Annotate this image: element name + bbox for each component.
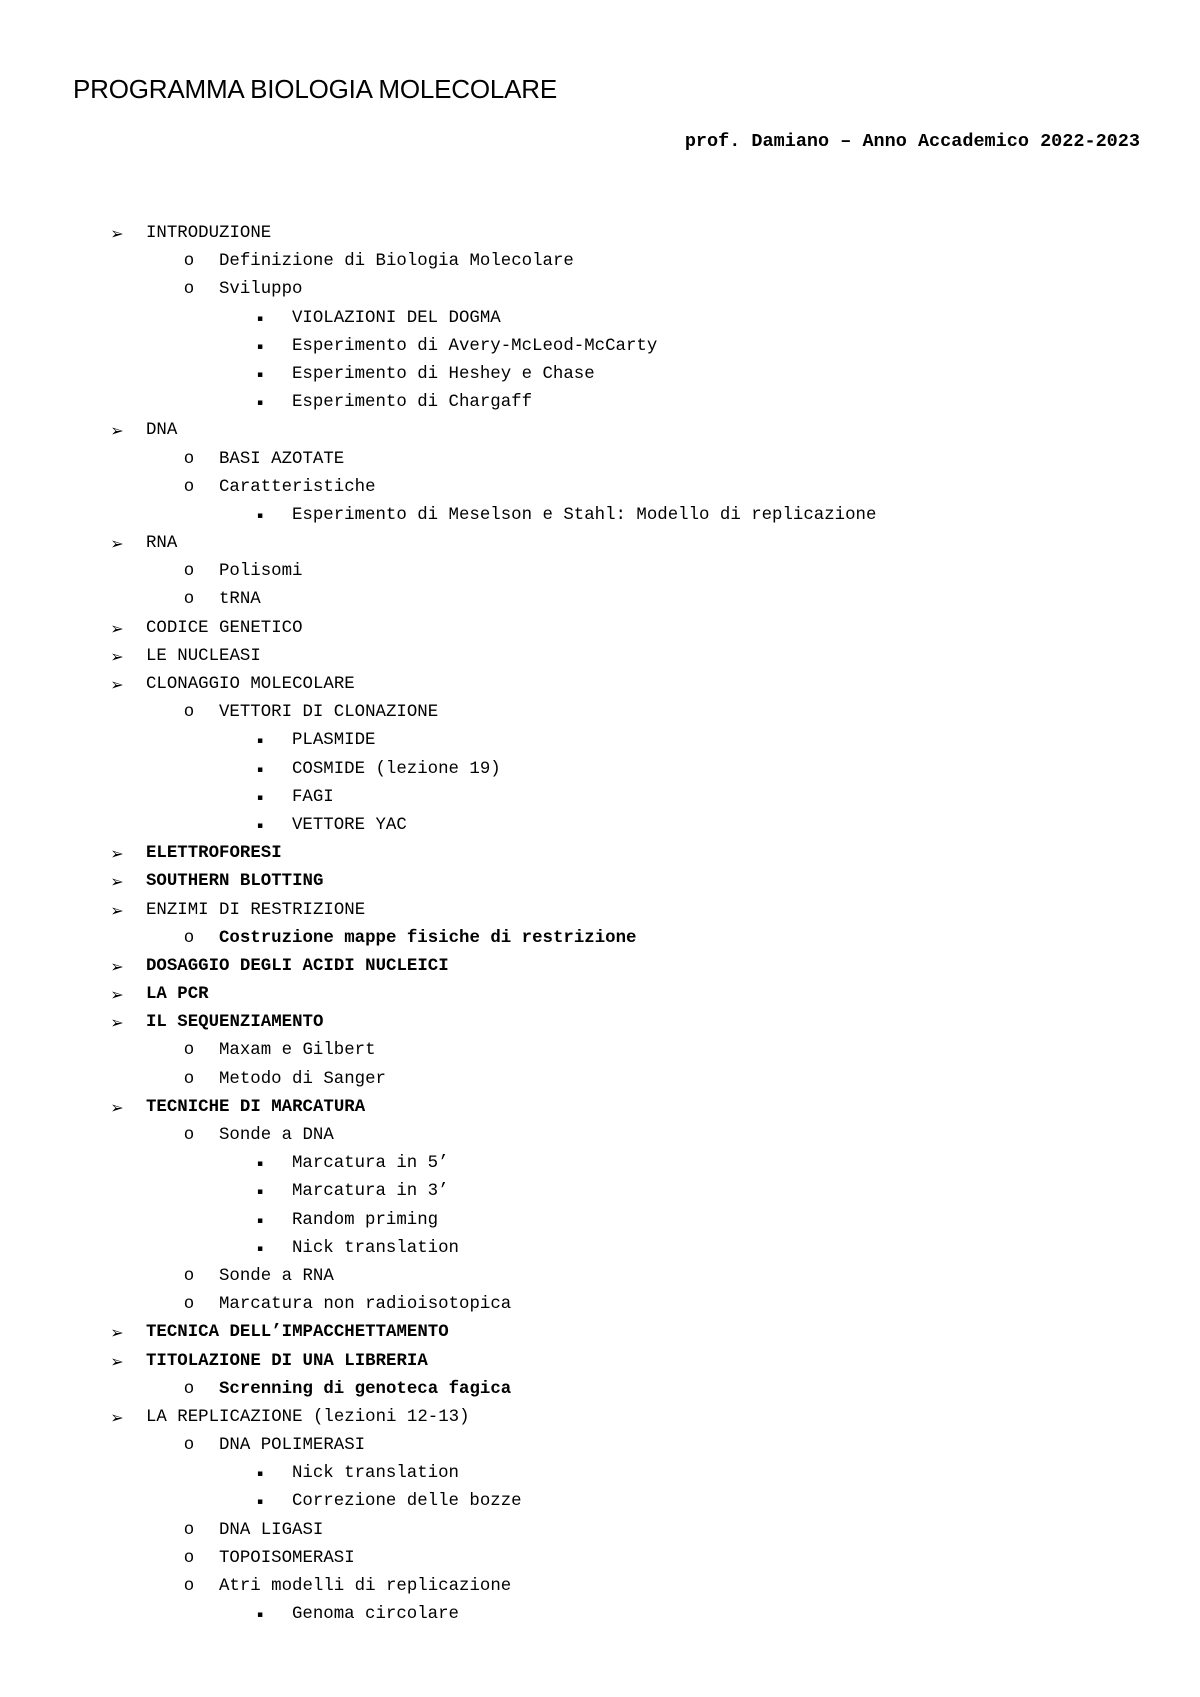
course-info: prof. Damiano – Anno Accademico 2022-2023	[684, 131, 1140, 152]
circle-bullet-icon: o	[183, 562, 195, 582]
outline-item-text: TOPOISOMERASI	[219, 1548, 355, 1568]
outline-item-level-3	[0, 1207, 1200, 1235]
outline-item-text: tRNA	[219, 590, 261, 610]
page-title: PROGRAMMA BIOLOGIA MOLECOLARE	[73, 74, 557, 104]
outline-item-text: Nick translation	[292, 1238, 459, 1258]
outline-item-level-1	[0, 1404, 1200, 1432]
outline-item-level-3	[0, 1150, 1200, 1178]
circle-bullet-icon: o	[183, 1041, 195, 1061]
outline-item-text: Caratteristiche	[219, 477, 376, 497]
outline-item-level-1	[0, 1009, 1200, 1037]
arrow-bullet-icon: ➢	[110, 224, 124, 243]
outline-item-level-2	[0, 1037, 1200, 1065]
outline-item-text: Nick translation	[292, 1464, 459, 1484]
outline-item-text: LA PCR	[146, 985, 209, 1005]
outline-item-text: Costruzione mappe fisiche di restrizione	[219, 928, 637, 948]
outline-item-level-1	[0, 868, 1200, 896]
outline-item-level-1	[0, 953, 1200, 981]
square-bullet-icon: ▪	[256, 820, 264, 831]
outline-item-text: TECNICA DELL’IMPACCHETTAMENTO	[146, 1323, 449, 1343]
outline-item-level-3	[0, 1488, 1200, 1516]
outline-item-level-2	[0, 586, 1200, 614]
outline-item-level-1	[0, 840, 1200, 868]
circle-bullet-icon: o	[183, 1520, 195, 1540]
arrow-bullet-icon: ➢	[110, 534, 124, 554]
circle-bullet-icon: o	[183, 590, 195, 610]
outline-item-text: Marcatura in 3’	[292, 1182, 449, 1202]
circle-bullet-icon: o	[183, 477, 195, 497]
outline-item-text: Esperimento di Heshey e Chase	[292, 364, 595, 384]
outline-item-level-2	[0, 1545, 1200, 1573]
arrow-bullet-icon: ➢	[110, 1323, 124, 1343]
outline-item-level-2	[0, 1263, 1200, 1291]
square-bullet-icon: ▪	[256, 510, 264, 521]
outline-item-text: PLASMIDE	[292, 731, 376, 751]
outline-item-text: Sviluppo	[219, 280, 303, 300]
outline-item-level-2	[0, 248, 1200, 276]
outline-item-level-1	[0, 417, 1200, 445]
arrow-bullet-icon: ➢	[110, 956, 124, 976]
square-bullet-icon: ▪	[256, 398, 264, 409]
circle-bullet-icon: o	[183, 1126, 195, 1145]
circle-bullet-icon: o	[183, 280, 195, 300]
outline-item-text: Maxam e Gilbert	[219, 1041, 376, 1061]
outline-item-level-2	[0, 474, 1200, 502]
outline-item-level-2	[0, 699, 1200, 727]
arrow-bullet-icon: ➢	[110, 1013, 124, 1033]
square-bullet-icon: ▪	[256, 1159, 264, 1170]
outline-item-text: Sonde a RNA	[219, 1266, 334, 1286]
square-bullet-icon: ▪	[256, 1187, 264, 1198]
outline-item-text: VIOLAZIONI DEL DOGMA	[292, 308, 501, 328]
circle-bullet-icon: o	[183, 703, 195, 723]
outline-item-level-3	[0, 1460, 1200, 1488]
outline-item-text: Metodo di Sanger	[219, 1069, 386, 1089]
outline-item-text: Polisomi	[219, 562, 303, 582]
circle-bullet-icon: o	[183, 1069, 195, 1089]
arrow-bullet-icon: ➢	[110, 1351, 124, 1371]
outline-item-text: ENZIMI DI RESTRIZIONE	[146, 900, 366, 920]
outline-item-level-3	[0, 756, 1200, 784]
outline-item-text: ELETTROFORESI	[146, 844, 282, 864]
outline-item-level-1	[0, 981, 1200, 1009]
outline-item-text: DNA LIGASI	[219, 1520, 324, 1540]
arrow-bullet-icon: ➢	[110, 900, 124, 920]
circle-bullet-icon: o	[183, 449, 195, 469]
outline-item-level-2	[0, 276, 1200, 304]
circle-bullet-icon: o	[183, 252, 195, 272]
outline-item-level-3	[0, 812, 1200, 840]
outline-item-text: Esperimento di Avery-McLeod-McCarty	[292, 336, 658, 356]
outline-item-text: DOSAGGIO DEGLI ACIDI NUCLEICI	[146, 956, 449, 976]
outline-item-text: BASI AZOTATE	[219, 449, 345, 469]
square-bullet-icon: ▪	[256, 1610, 264, 1621]
square-bullet-icon: ▪	[256, 313, 264, 324]
outline-item-level-2	[0, 1573, 1200, 1601]
outline-item-level-2	[0, 558, 1200, 586]
square-bullet-icon: ▪	[256, 736, 264, 747]
outline-item-level-3	[0, 502, 1200, 530]
arrow-bullet-icon: ➢	[110, 421, 124, 441]
outline-item-level-3	[0, 389, 1200, 417]
outline-item-level-1	[0, 615, 1200, 643]
square-bullet-icon: ▪	[256, 764, 264, 775]
outline-item-text: COSMIDE (lezione 19)	[292, 759, 501, 779]
outline-item-text: Genoma circolare	[292, 1605, 459, 1625]
square-bullet-icon: ▪	[256, 1497, 264, 1508]
outline-item-level-2	[0, 1432, 1200, 1460]
outline-item-text: Esperimento di Meselson e Stahl: Modello di replicazione	[292, 505, 877, 525]
outline-item-text: Random priming	[292, 1210, 439, 1230]
outline-item-text: SOUTHERN BLOTTING	[146, 872, 324, 892]
outline-item-text: Esperimento di Chargaff	[292, 393, 533, 413]
outline-item-level-3	[0, 333, 1200, 361]
square-bullet-icon: ▪	[256, 1215, 264, 1226]
arrow-bullet-icon: ➢	[110, 985, 124, 1005]
outline-item-text: Correzione delle bozze	[292, 1492, 522, 1512]
outline-item-text: Marcatura in 5’	[292, 1154, 449, 1174]
arrow-bullet-icon: ➢	[110, 1407, 124, 1427]
square-bullet-icon: ▪	[256, 792, 264, 803]
outline-item-text: DNA POLIMERASI	[219, 1436, 366, 1456]
circle-bullet-icon: o	[183, 1295, 195, 1315]
circle-bullet-icon: o	[183, 1379, 195, 1399]
outline-item-text: LA REPLICAZIONE (lezioni 12-13)	[146, 1407, 470, 1427]
square-bullet-icon: ▪	[256, 341, 264, 352]
outline-item-text: CLONAGGIO MOLECOLARE	[146, 675, 355, 694]
outline-item-level-1	[0, 1348, 1200, 1376]
arrow-bullet-icon: ➢	[110, 1097, 124, 1117]
outline-item-level-3	[0, 1601, 1200, 1629]
outline-item-text: Definizione di Biologia Molecolare	[219, 252, 574, 272]
square-bullet-icon: ▪	[256, 1243, 264, 1254]
outline-item-text: Atri modelli di replicazione	[219, 1577, 512, 1596]
circle-bullet-icon: o	[183, 1266, 195, 1286]
arrow-bullet-icon: ➢	[110, 675, 124, 694]
outline-item-level-1	[0, 530, 1200, 558]
outline-item-level-1	[0, 897, 1200, 925]
outline-item-text: CODICE GENETICO	[146, 618, 303, 638]
outline-item-level-3	[0, 1178, 1200, 1206]
outline-item-level-3	[0, 784, 1200, 812]
outline-item-level-1	[0, 1319, 1200, 1347]
outline-item-level-2	[0, 1122, 1200, 1150]
outline-item-text: INTRODUZIONE	[146, 224, 272, 243]
square-bullet-icon: ▪	[256, 1469, 264, 1480]
outline-item-text: DNA	[146, 421, 178, 441]
outline-item-level-3	[0, 1235, 1200, 1263]
outline-item-level-3	[0, 727, 1200, 755]
outline-item-level-3	[0, 361, 1200, 389]
outline-item-text: IL SEQUENZIAMENTO	[146, 1013, 324, 1033]
circle-bullet-icon: o	[183, 928, 195, 948]
outline-item-level-2	[0, 446, 1200, 474]
program-outline	[0, 220, 1200, 1629]
arrow-bullet-icon: ➢	[110, 844, 124, 864]
outline-item-level-1	[0, 220, 1200, 248]
outline-item-level-2	[0, 1066, 1200, 1094]
outline-item-level-2	[0, 925, 1200, 953]
circle-bullet-icon: o	[183, 1577, 195, 1596]
arrow-bullet-icon: ➢	[110, 872, 124, 892]
outline-item-text: TITOLAZIONE DI UNA LIBRERIA	[146, 1351, 428, 1371]
outline-item-level-3	[0, 305, 1200, 333]
outline-item-text: Screnning di genoteca fagica	[219, 1379, 512, 1399]
arrow-bullet-icon: ➢	[110, 618, 124, 638]
outline-item-level-1	[0, 643, 1200, 671]
square-bullet-icon: ▪	[256, 369, 264, 380]
outline-item-level-1	[0, 1094, 1200, 1122]
circle-bullet-icon: o	[183, 1548, 195, 1568]
arrow-bullet-icon: ➢	[110, 646, 124, 666]
outline-item-text: RNA	[146, 534, 178, 554]
outline-item-text: TECNICHE DI MARCATURA	[146, 1097, 366, 1117]
circle-bullet-icon: o	[183, 1436, 195, 1456]
outline-item-level-2	[0, 1291, 1200, 1319]
outline-item-text: VETTORE YAC	[292, 815, 407, 835]
outline-item-text: Sonde a DNA	[219, 1126, 334, 1145]
outline-item-text: FAGI	[292, 787, 334, 807]
outline-item-level-2	[0, 1517, 1200, 1545]
outline-item-level-1	[0, 671, 1200, 699]
outline-item-text: LE NUCLEASI	[146, 646, 261, 666]
outline-item-text: Marcatura non radioisotopica	[219, 1295, 512, 1315]
outline-item-text: VETTORI DI CLONAZIONE	[219, 703, 439, 723]
outline-item-level-2	[0, 1376, 1200, 1404]
